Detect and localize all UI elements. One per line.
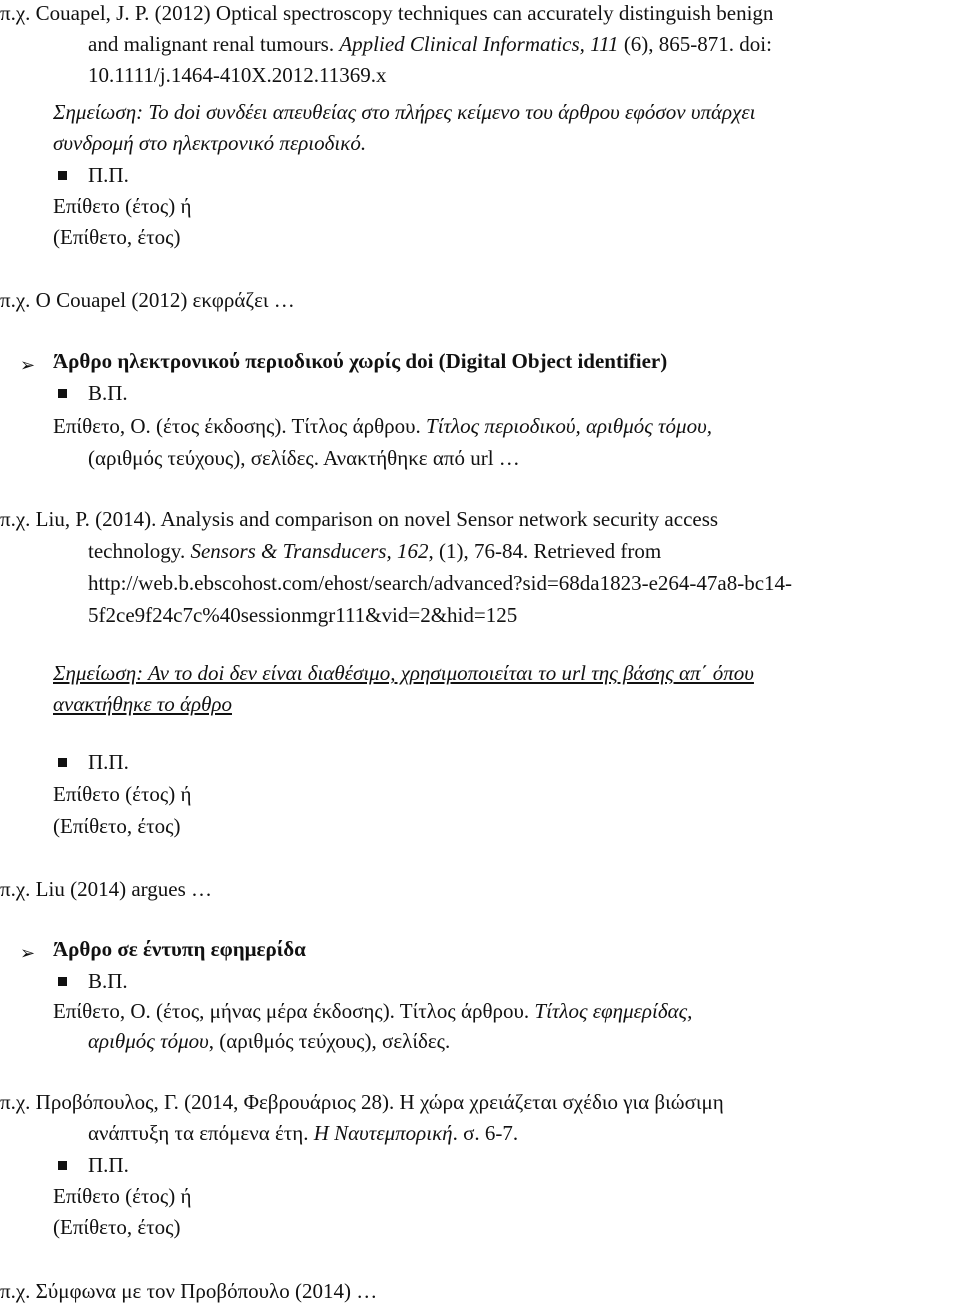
citation-form: Επίθετο (έτος) ή — [53, 782, 192, 806]
reference-list-label: Β.Π. — [88, 381, 128, 405]
citation-form: Επίθετο (έτος) ή — [53, 1184, 192, 1208]
section-heading: Άρθρο σε έντυπη εφημερίδα — [53, 937, 306, 961]
square-bullet-icon — [58, 171, 67, 180]
citation-example: π.χ. Σύμφωνα με τον Προβόπουλο (2014) … — [0, 1279, 378, 1303]
url-text: 5f2ce9f24c7c%40sessionmgr111&vid=2&hid=125 — [88, 603, 518, 627]
in-text-citation-label: Π.Π. — [88, 1153, 129, 1177]
arrow-bullet-icon: ➢ — [20, 355, 36, 376]
format-line: αριθμός τόμου, (αριθμός τεύχους), σελίδες. — [88, 1029, 451, 1053]
reference-line: ανάπτυξη τα επόμενα έτη. Η Ναυτεμπορική. σ. 6-7. — [88, 1121, 519, 1145]
citation-form: (Επίθετο, έτος) — [53, 1215, 181, 1239]
reference-line: technology. Sensors & Transducers, 162, (1), 76-84. Retrieved from — [88, 539, 662, 563]
note-line: Σημείωση: Το doi συνδέει απευθείας στο πλήρες κείμενο του άρθρου εφόσον υπάρχει — [53, 100, 756, 124]
square-bullet-icon — [58, 758, 67, 767]
reference-line: π.χ. Προβόπουλος, Γ. (2014, Φεβρουάριος 28). Η χώρα χρειάζεται σχέδιο για βιώσιμη — [0, 1090, 724, 1114]
note-line: συνδρομή στο ηλεκτρονικό περιοδικό. — [53, 131, 367, 155]
reference-list-label: Β.Π. — [88, 969, 128, 993]
square-bullet-icon — [58, 389, 67, 398]
citation-example: π.χ. Liu (2014) argues … — [0, 877, 212, 901]
citation-form: (Επίθετο, έτος) — [53, 225, 181, 249]
url-text: http://web.b.ebscohost.com/ehost/search/advanced?sid=68da1823-e264-47a8-bc14- — [88, 571, 793, 595]
in-text-citation-label: Π.Π. — [88, 163, 129, 187]
journal-title: Applied Clinical Informatics, 111 — [339, 32, 619, 56]
reference-line: π.χ. Liu, P. (2014). Analysis and comparison on novel Sensor network security access — [0, 507, 719, 531]
in-text-citation-label: Π.Π. — [88, 750, 129, 774]
format-line: (αριθμός τεύχους), σελίδες. Ανακτήθηκε από url … — [88, 446, 520, 470]
note-line: ανακτήθηκε το άρθρο — [53, 692, 232, 716]
format-line: Επίθετο, Ο. (έτος, μήνας μέρα έκδοσης). Τίτλος άρθρου. Τίτλος εφημερίδας, — [53, 999, 693, 1023]
arrow-bullet-icon: ➢ — [20, 943, 36, 964]
citation-example: π.χ. Ο Couapel (2012) εκφράζει … — [0, 288, 295, 312]
reference-line: and malignant renal tumours. Applied Clinical Informatics, 111 (6), 865-871. doi: — [88, 32, 772, 56]
square-bullet-icon — [58, 977, 67, 986]
section-heading: Άρθρο ηλεκτρονικού περιοδικού χωρίς doi (Digital Object identifier) — [53, 349, 668, 373]
citation-form: Επίθετο (έτος) ή — [53, 194, 192, 218]
journal-title: Sensors & Transducers, 162 — [190, 539, 429, 563]
newspaper-title: Η Ναυτεμπορική — [313, 1121, 453, 1145]
doi-text: 10.1111/j.1464-410X.2012.11369.x — [88, 63, 387, 87]
square-bullet-icon — [58, 1161, 67, 1170]
citation-form: (Επίθετο, έτος) — [53, 814, 181, 838]
reference-line: π.χ. Couapel, J. P. (2012) Optical spectroscopy techniques can accurately distinguish benign — [0, 1, 774, 25]
note-line: Σημείωση: Αν το doi δεν είναι διαθέσιμο, χρησιμοποιείται το url της βάσης απ΄ όπου — [53, 661, 754, 685]
format-line: Επίθετο, Ο. (έτος έκδοσης). Τίτλος άρθρου. Τίτλος περιοδικού, αριθμός τόμου, — [53, 414, 712, 438]
